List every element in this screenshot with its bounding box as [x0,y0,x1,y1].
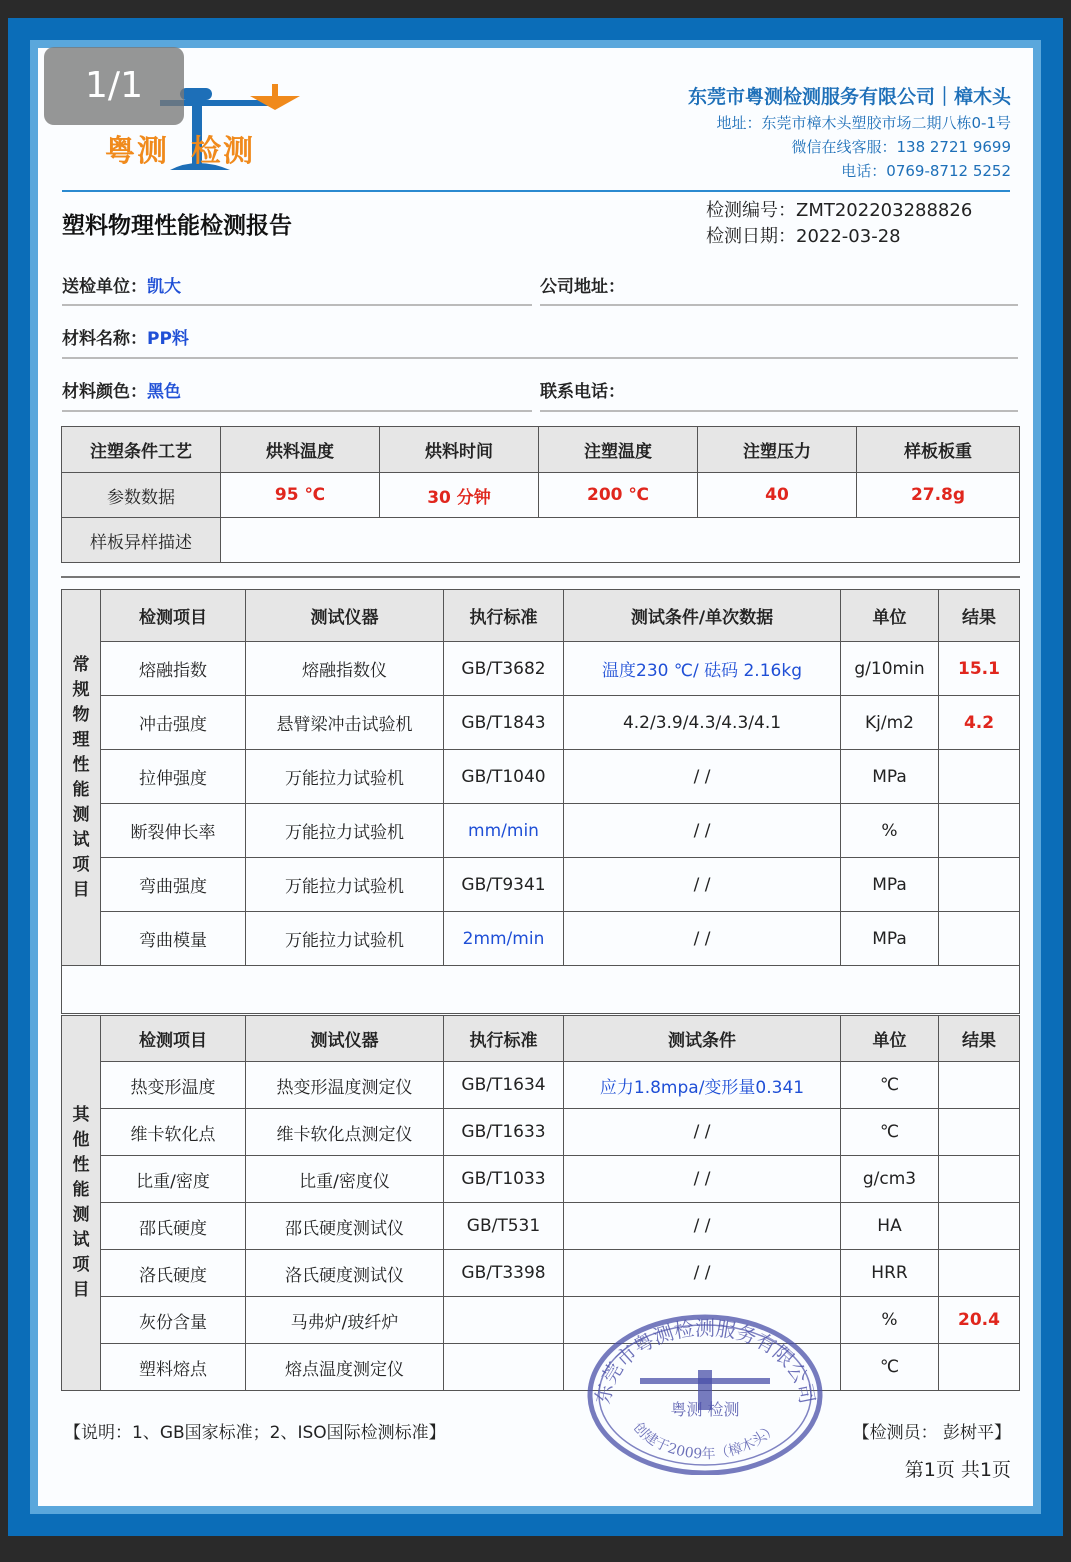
report-date: 检测日期：2022-03-28 [706,226,901,247]
company-info [688,82,1011,181]
header-divider [62,190,1010,192]
table-row: 维卡软化点 维卡软化点测定仪 GB/T1633 / / ℃ [62,1109,1020,1156]
material-field: 材料名称：PP料 [62,329,189,349]
table-row: 参数数据 95 ℃ 30 分钟 200 ℃ 40 27.8g [62,473,1020,518]
page-counter-badge: 1/1 [44,47,184,125]
logo-text: 粤测 检测 [105,134,255,169]
table-row: 灰份含量 马弗炉/玻纤炉 % 20.4 [62,1297,1020,1344]
table-header-row: 注塑条件工艺 烘料温度 烘料时间 注塑温度 注塑压力 样板板重 [62,427,1020,473]
report-meta [706,198,972,250]
divider [61,576,1020,578]
table-row: 样板异样描述 [62,518,1020,563]
table-row: 断裂伸长率 万能拉力试验机 mm/min / / % [62,804,1020,858]
table-header-row: 其 他 性 能 测 试 项 目 检测项目 测试仪器 执行标准 测试条件 单位 结果 [62,1016,1020,1062]
other-side-label: 其 他 性 能 测 试 项 目 [62,1016,101,1391]
table-row: 塑料熔点 熔点温度测定仪 ℃ [62,1344,1020,1391]
company-phone: 电话：0769-8712 5252 [841,162,1011,180]
page-info: 第1页 共1页 [904,1459,1011,1481]
company-name: 东莞市粤测检测服务有限公司｜樟木头 [687,86,1011,108]
table-row: 熔融指数 熔融指数仪 GB/T3682 温度230 ℃/ 砝码 2.16kg g/10min 15.1 [62,642,1020,696]
spacer-row [62,966,1020,1014]
table-row: 弯曲强度 万能拉力试验机 GB/T9341 / / MPa [62,858,1020,912]
divider [62,410,532,412]
color-field: 材料颜色：黑色 [62,382,181,402]
regular-side-label: 常 规 物 理 性 能 测 试 项 目 [62,590,101,966]
report-number: 检测编号：ZMT202203288826 [706,200,973,221]
client-field: 送检单位：凯大 [62,277,181,297]
other-tests-table [61,1015,1020,1391]
divider [540,410,1018,412]
company-address: 地址：东莞市樟木头塑胶市场二期八栋0-1号 [716,114,1011,132]
stamp-bottom-text: 创建于2009年（樟木头） [629,1419,781,1463]
regular-tests-table [61,589,1020,1014]
divider [62,357,1018,359]
company-seal-icon [580,1310,830,1475]
table-row: 热变形温度 热变形温度测定仪 GB/T1634 应力1.8mpa/变形量0.341 ℃ [62,1062,1020,1109]
table-row: 比重/密度 比重/密度仪 GB/T1033 / / g/cm3 [62,1156,1020,1203]
table-row: 邵氏硬度 邵氏硬度测试仪 GB/T531 / / HA [62,1203,1020,1250]
table-row: 弯曲模量 万能拉力试验机 2mm/min / / MPa [62,912,1020,966]
report-title: 塑料物理性能检测报告 [62,213,292,239]
table-row: 洛氏硬度 洛氏硬度测试仪 GB/T3398 / / HRR [62,1250,1020,1297]
address-field: 公司地址： [540,277,625,297]
table-row: 拉伸强度 万能拉力试验机 GB/T1040 / / MPa [62,750,1020,804]
table-row: 冲击强度 悬臂梁冲击试验机 GB/T1843 4.2/3.9/4.3/4.3/4.1 Kj/m2 4.2 [62,696,1020,750]
company-wechat: 微信在线客服：138 2721 9699 [791,138,1011,156]
standards-note: 【说明：1、GB国家标准；2、ISO国际检测标准】 [64,1423,446,1443]
stamp-center-text: 粤测 检测 [670,1400,740,1419]
stamp-ring-text: 东莞市粤测检测服务有限公司 [590,1316,820,1406]
contact-field: 联系电话： [540,382,625,402]
divider [62,304,532,306]
inspector-label: 【检测员： 彭树平】 [852,1423,1011,1443]
molding-conditions-table [61,426,1020,563]
divider [540,304,1018,306]
table-header-row: 常 规 物 理 性 能 测 试 项 目 检测项目 测试仪器 执行标准 测试条件/单次数据 单位 结果 [62,590,1020,642]
